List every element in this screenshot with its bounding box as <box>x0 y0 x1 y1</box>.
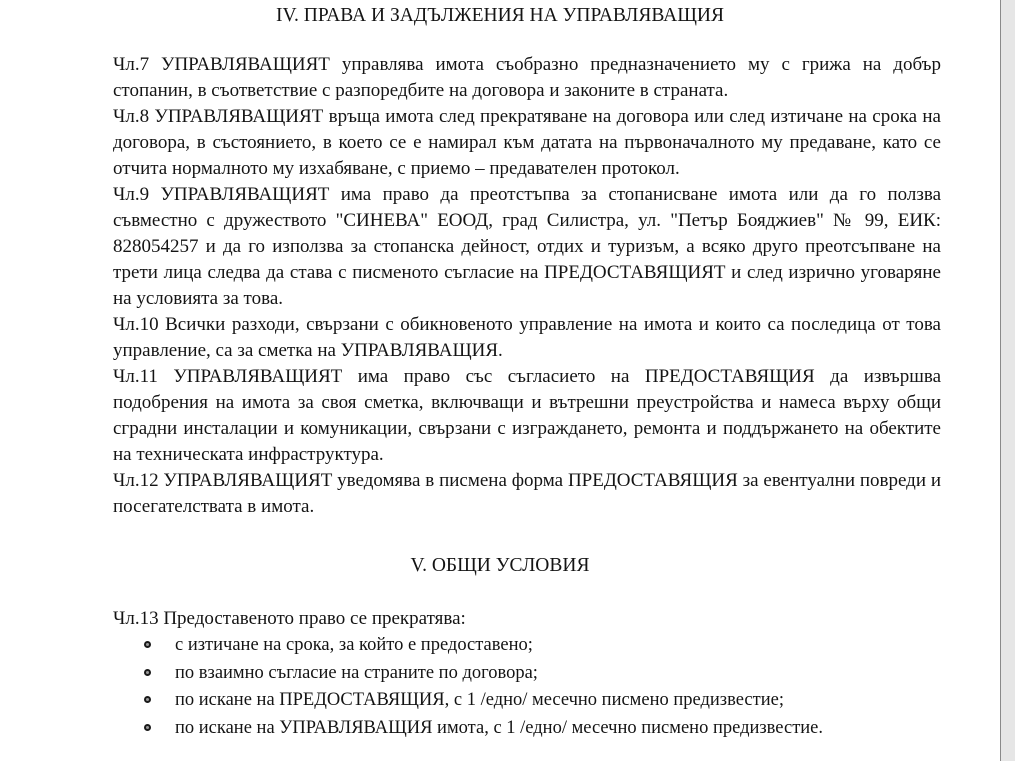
article-12: Чл.12 УПРАВЛЯВАЩИЯТ уведомява в писмена форма ПРЕДОСТАВЯЩИЯ за евентуални повреди и посегателствата в имота. <box>113 470 941 517</box>
bullet-icon <box>144 696 151 703</box>
viewer-page-edge <box>1000 0 1015 761</box>
bullet-icon <box>144 641 151 648</box>
article-11: Чл.11 УПРАВЛЯВАЩИЯТ има право със съгласието на ПРЕДОСТАВЯЩИЯ да извършва подобрения на имота за своя сметка, включващи и вътрешни преустройства и намеса върху общи сградни инсталации и комуникации, свързани с изграждането, ремонта и поддържането на обектите на техническата инфраструктура. <box>113 366 941 465</box>
article-10: Чл.10 Всички разходи, свързани с обикновеното управление на имота и които са последица от това управление, са за сметка на УПРАВЛЯВАЩИЯ. <box>113 314 941 361</box>
list-item <box>144 715 823 743</box>
list-item <box>144 660 823 688</box>
article-9: Чл.9 УПРАВЛЯВАЩИЯТ има право да преотстъпва за стопанисване имота или да го ползва съвместно с дружеството "СИНЕВА" ЕООД, град Силистра, ул. "Петър Бояджиев" № 99, ЕИК: 828054257 и да го използва за стопанска дейност, отдих и туризъм, а всяко друго преотсъпване на трети лица следва да става с писменото съгласие на ПРЕДОСТАВЯЩИЯТ и след изрично уговаряне на условията за това. <box>113 184 941 309</box>
bullet-icon <box>144 669 151 676</box>
bullet-icon <box>144 724 151 731</box>
section-body-rights-obligations <box>113 52 941 520</box>
section-heading-general-conditions: V. ОБЩИ УСЛОВИЯ <box>410 555 590 576</box>
list-item-text: с изтичане на срока, за който е предоставено; <box>175 635 533 655</box>
article-7: Чл.7 УПРАВЛЯВАЩИЯТ управлява имота съобразно предназначението му с грижа на добър стопанин, в съответствие с разпоредбите на договора и законите в страната. <box>113 54 941 101</box>
list-item <box>144 632 823 660</box>
list-item <box>144 687 823 715</box>
article-13-lead: Чл.13 Предоставеното право се прекратява: <box>113 608 466 629</box>
list-item-text: по искане на УПРАВЛЯВАЩИЯ имота, с 1 /едно/ месечно писмено предизвестие. <box>175 717 824 738</box>
list-item-text: по искане на ПРЕДОСТАВЯЩИЯ, с 1 /едно/ месечно писмено предизвестие; <box>175 690 784 710</box>
section-heading-rights-obligations: IV. ПРАВА И ЗАДЪЛЖЕНИЯ НА УПРАВЛЯВАЩИЯ <box>275 5 725 26</box>
list-item-text: по взаимно съгласие на страните по договора; <box>175 662 538 683</box>
termination-conditions-list <box>144 632 823 742</box>
article-8: Чл.8 УПРАВЛЯВАЩИЯТ връща имота след прекратяване на договора или след изтичане на срока на договора, в състоянието, в което се е намирал към датата на първоначалното му предаване, като се отчита нормалното му изхабяване, с приемо – предавателен протокол. <box>113 106 941 179</box>
